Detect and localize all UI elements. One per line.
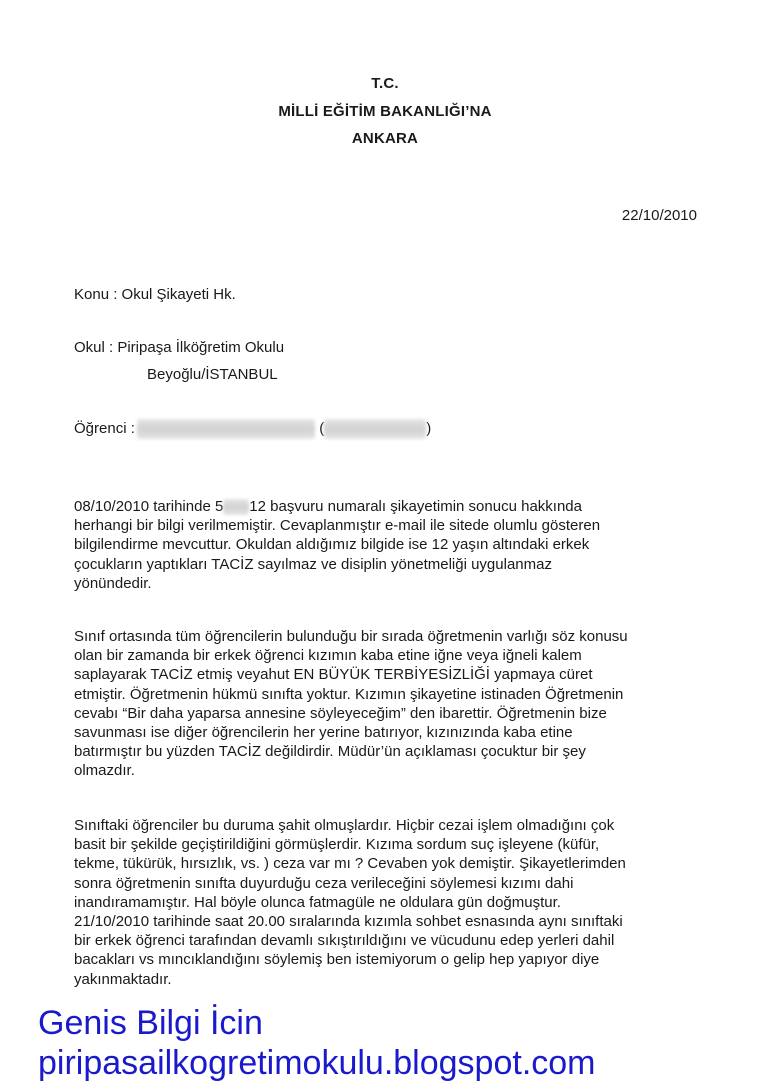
paragraph-line: çocukların yaptıkları TACİZ sayılmaz ve disiplin yönetmeliği uygulanmaz: [74, 555, 552, 573]
paragraph-line: Sınıftaki öğrenciler bu duruma şahit olmuşlardır. Hiçbir cezai işlem olmadığını çok: [74, 817, 615, 834]
footer-info-line: Genis Bilgi İcin: [38, 1004, 263, 1042]
paragraph-line: batırmıştır bu yüzden TACİZ değildirdir. Müdür’ün açıklaması çocuktur bir şey: [74, 743, 586, 761]
redacted-student-number: [324, 419, 426, 439]
school-location: Beyoğlu/İSTANBUL: [147, 366, 278, 383]
header-tc: T.C.: [371, 75, 399, 92]
paragraph-line: saplayarak TACİZ etmiş veyahut EN BÜYÜK TERBİYESİZLİĞİ yapmaya cüret: [74, 666, 593, 684]
text-before-redaction: 08/10/2010 tarihinde 5: [74, 498, 224, 515]
student-open-paren: (: [319, 419, 325, 437]
redacted-student-name: [137, 419, 315, 439]
paragraph-line: savunması ise diğer öğrencilerin her yerine batırıyor, kızınızında kaba etine: [74, 724, 573, 742]
header-ministry: MİLLİ EĞİTİM BAKANLIĞI’NA: [278, 103, 492, 120]
paragraph-3: [74, 816, 714, 989]
subject-line: Konu : Okul Şikayeti Hk.: [74, 286, 236, 303]
paragraph-1: [74, 497, 714, 593]
paragraph-line: etmiştir. Öğretmenin hükmü sınıfta yoktur. Kızımın şikayetine istinaden Öğretmenin: [74, 685, 624, 703]
redacted-application-number: [223, 499, 249, 515]
paragraph-line: olan bir zamanda bir erkek öğrenci kızımın kaba etine iğne veya iğneli kalem: [74, 647, 582, 665]
paragraph-line: 21/10/2010 tarihinde saat 20.00 sıralarında kızımla sohbet esnasında aynı sınıftaki: [74, 913, 623, 931]
paragraph-line: bir erkek öğrenci tarafından devamlı sıkıştırıldığını ve vücudunu edep yerleri dahil: [74, 932, 615, 950]
paragraph-line: sonra öğretmenin sınıfta duyurduğu ceza verileceğini söylemesi kızımı dahi: [74, 874, 574, 892]
paragraph-line: cevabı “Bir daha yaparsa annesine söyleyeceğim” den ibarettir. Öğretmenin bize: [74, 704, 607, 722]
paragraph-line: yönündedir.: [74, 574, 152, 592]
paragraph-line: yakınmaktadır.: [74, 970, 172, 988]
text-after-redaction: 12 başvuru numaralı şikayetimin sonucu hakkında: [249, 498, 582, 515]
paragraph-line: tekme, tükürük, hırsızlık, vs. ) ceza var mı ? Cevaben yok demiştir. Şikayetlerimden: [74, 855, 626, 873]
student-label: Öğrenci :: [74, 419, 135, 437]
paragraph-line: bilgilendirme mevcuttur. Okuldan aldığımız bilgide ise 12 yaşın altındaki erkek: [74, 536, 590, 554]
paragraph-line: inandıramamıştır. Hal böyle olunca fatmagüle ne oldulara gün doğmuştur.: [74, 893, 561, 911]
paragraph-line: basit bir şekilde geçiştirildiğini görmüşlerdir. Kızıma sordum suç işleyene (küfür,: [74, 836, 600, 854]
student-line: [74, 419, 431, 439]
school-name: Okul : Piripaşa İlköğretim Okulu: [74, 339, 285, 356]
letter-date: 22/10/2010: [621, 207, 697, 224]
paragraph-2: [74, 627, 714, 781]
paragraph-line: Sınıf ortasında tüm öğrencilerin bulunduğu bir sırada öğretmenin varlığı söz konusu: [74, 628, 628, 645]
paragraph-line: herhangi bir bilgi verilmemiştir. Cevaplanmıştır e-mail ile sitede olumlu gösteren: [74, 517, 601, 535]
paragraph-line: bacakları vs mıncıklandığını söylemiş ben istemiyorum o gelip hep yapıyor diye: [74, 951, 600, 969]
student-close-paren: ): [426, 419, 432, 437]
footer-blog-url[interactable]: piripasailkogretimokulu.blogspot.com: [38, 1044, 596, 1082]
paragraph-line: olmazdır.: [74, 762, 135, 780]
paragraph-line: [74, 497, 714, 516]
header-city: ANKARA: [351, 130, 419, 147]
